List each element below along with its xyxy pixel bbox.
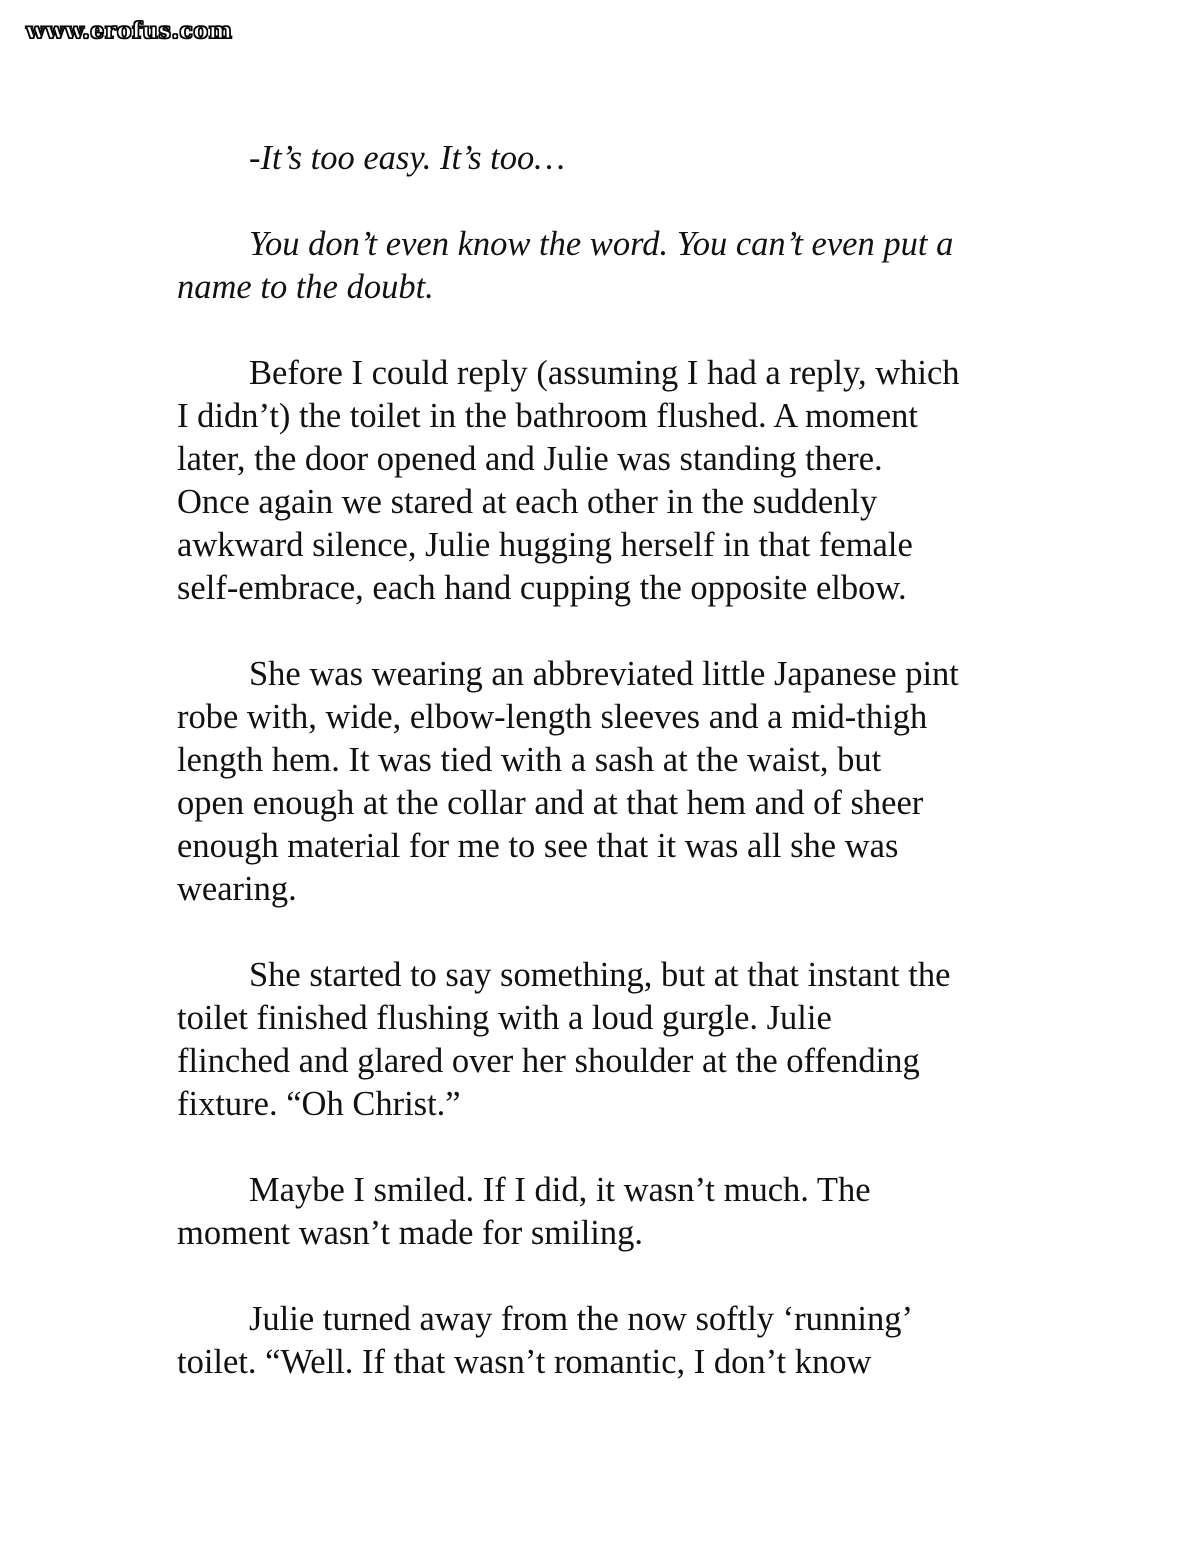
- paragraph-line: later, the door opened and Julie was standing there.: [177, 440, 883, 478]
- paragraph-line: enough material for me to see that it was all she was: [177, 827, 899, 865]
- paragraph-line: length hem. It was tied with a sash at the waist, but: [177, 741, 882, 779]
- paragraph-line: open enough at the collar and at that hem and of sheer: [177, 784, 924, 822]
- paragraph-line: Julie turned away from the now softly ‘running’: [249, 1300, 913, 1338]
- paragraph-line: moment wasn’t made for smiling.: [177, 1214, 644, 1252]
- paragraph-line: Before I could reply (assuming I had a reply, which: [249, 354, 960, 392]
- paragraph-line: She was wearing an abbreviated little Japanese pint: [249, 655, 959, 693]
- paragraph-line: robe with, wide, elbow-length sleeves and a mid-thigh: [177, 698, 928, 736]
- paragraph-line: Once again we stared at each other in the suddenly: [177, 483, 878, 521]
- paragraph-1: [177, 137, 1037, 180]
- paragraph-line: toilet finished flushing with a loud gurgle. Julie: [177, 999, 832, 1037]
- paragraph-6: [177, 1169, 1037, 1255]
- paragraph-line: fixture. “Oh Christ.”: [177, 1085, 461, 1123]
- page-body: [177, 137, 1037, 1427]
- paragraph-line: awkward silence, Julie hugging herself in that female: [177, 526, 913, 564]
- paragraph-line: Maybe I smiled. If I did, it wasn’t much. The: [249, 1171, 871, 1209]
- paragraph-line: toilet. “Well. If that wasn’t romantic, I don’t know: [177, 1343, 872, 1381]
- paragraph-line: She started to say something, but at that instant the: [249, 956, 951, 994]
- paragraph-line: wearing.: [177, 870, 297, 908]
- paragraph-line: -It’s too easy. It’s too…: [249, 139, 565, 177]
- paragraph-line: self-embrace, each hand cupping the opposite elbow.: [177, 569, 907, 607]
- paragraph-4: [177, 653, 1037, 911]
- paragraph-3: [177, 352, 1037, 610]
- paragraph-line: You don’t even know the word. You can’t even put a: [249, 225, 954, 263]
- paragraph-7: [177, 1298, 1037, 1384]
- watermark-text: www.erofus.com: [26, 18, 233, 44]
- paragraph-5: [177, 954, 1037, 1126]
- paragraph-line: I didn’t) the toilet in the bathroom flushed. A moment: [177, 397, 919, 435]
- paragraph-line: flinched and glared over her shoulder at the offending: [177, 1042, 920, 1080]
- paragraph-2: [177, 223, 1037, 309]
- paragraph-line: name to the doubt.: [177, 268, 434, 306]
